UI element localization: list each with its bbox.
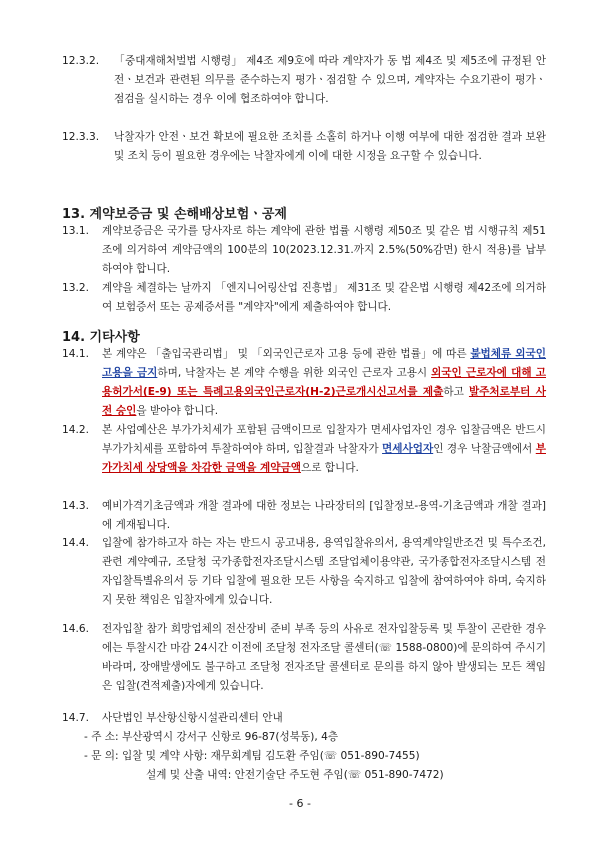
clause-12-3-2: [62, 52, 546, 109]
clause-number: 12.3.2.: [62, 55, 100, 67]
clause-number: 12.3.3.: [62, 131, 100, 143]
clause-text: 전자입찰 참가 희망업체의 전산장비 준비 부족 등의 사유로 전자입찰등록 및 투찰이 곤란한 경우에는 투찰시간 마감 24시간 이전에 조달청 전자조달 콜센터(☏ 1588-0800)에 문의하여 주시기 바라며, 장애발생에도 불구하고 조달청 전자조달 콜센터로 문의를 하지 않아 발생되는 모든 책임은 입찰(견적제출)자에게 있습니다.: [102, 623, 546, 692]
clause-13-2: [62, 279, 546, 317]
emphasis-text: 불법체류 외국인 고용을 금지: [102, 348, 546, 379]
clause-14-3: [62, 497, 546, 535]
clause-14-6: [62, 620, 546, 696]
clause-number: 14.2.: [62, 424, 89, 436]
clause-14-4: [62, 534, 546, 610]
clause-12-3-3: [62, 128, 546, 166]
emphasis-text: 면세사업자: [382, 443, 434, 455]
page-number: - 6 -: [289, 797, 311, 810]
clause-text: 본 사업예산은 부가가치세가 포함된 금액이므로 입찰자가 면세사업자인 경우 입찰금액은 반드시 부가가치세를 포함하여 투찰하여야 하며, 입찰결과 낙찰자가 면세사업자인 경우 낙찰금액에서 부가가치세 상당액을 차감한 금액을 계약금액으로 합니다.: [102, 424, 546, 474]
emphasis-text: 외국인 근로자에 대해 고용허가서(E-9) 또는 특례고용외국인근로자(H-2)근로개시신고서를 제출: [102, 367, 547, 398]
section-heading-13: 13. 계약보증금 및 손해배상보험ㆍ공제: [62, 207, 287, 222]
clause-number: 14.1.: [62, 348, 89, 360]
clause-text: 본 계약은 「출입국관리법」 및 「외국인근로자 고용 등에 관한 법률」에 따른 불법체류 외국인 고용을 금지하며, 낙찰자는 본 계약 수행을 위한 외국인 근로자 고용시 외국인 근로자에 대해 고용허가서(E-9) 또는 특례고용외국인근로자(H-2)근로개시신고서를 제출하고 발주처로부터 사전 승인을 받아야 합니다.: [102, 348, 547, 417]
contact-inquiry: - 문 의: 입찰 및 계약 사항: 재무회계팀 김도환 주임(☏ 051-890-7455): [84, 750, 420, 762]
emphasis-text: 발주처로부터 사전 승인: [102, 386, 546, 417]
contact-inquiry-design: 설계 및 산출 내역: 안전기술단 주도현 주임(☏ 051-890-7472): [146, 769, 444, 781]
clause-number: 13.2.: [62, 282, 89, 294]
clause-text: 낙찰자가 안전ㆍ보건 확보에 필요한 조치를 소홀히 하거나 이행 여부에 대한 점검한 결과 보완 및 조치 등이 필요한 경우에는 낙찰자에게 이에 대한 시정을 요구할 수 있습니다.: [114, 131, 546, 162]
clause-number: 13.1.: [62, 225, 89, 237]
contact-address: - 주 소: 부산광역시 강서구 신항로 96-87(성북동), 4층: [84, 731, 339, 743]
section-heading-14: 14. 기타사항: [62, 330, 140, 345]
clause-text: 입찰에 참가하고자 하는 자는 반드시 공고내용, 용역입찰유의서, 용역계약일반조건 및 특수조건, 관련 계약예규, 조달청 국가종합전자조달시스템 조달업체이용약관, 국가종합전자조달시스템 전자입찰특별유의서 등 기타 입찰에 필요한 모든 사항을 숙지하고 입찰에 참여하여야 하며, 숙지하지 못한 책임은 입찰자에게 있습니다.: [102, 537, 546, 606]
clause-text: 「중대재해처벌법 시행령」 제4조 제9호에 따라 계약자가 동 법 제4조 및 제5조에 규정된 안전ㆍ보건과 관련된 의무를 준수하는지 평가ㆍ점검할 수 있으며, 계약자는 수요기관이 평가ㆍ점검을 실시하는 경우 이에 협조하여야 합니다.: [114, 55, 546, 105]
clause-14-7: [62, 709, 546, 728]
clause-number: 14.3.: [62, 500, 89, 512]
emphasis-text: 부가가치세 상당액을 차감한 금액을 계약금액: [102, 443, 546, 474]
clause-text: 계약을 체결하는 날까지 「엔지니어링산업 진흥법」 제31조 및 같은법 시행령 제42조에 의거하여 보험증서 또는 공제증서를 "계약자"에게 제출하여야 합니다.: [102, 282, 546, 313]
clause-number: 14.6.: [62, 623, 89, 635]
clause-text: 예비가격기초금액과 개찰 결과에 대한 정보는 나라장터의 [입찰정보-용역-기초금액과 개찰 결과]에 게재됩니다.: [102, 500, 546, 531]
clause-number: 14.4.: [62, 537, 89, 549]
clause-text: 사단법인 부산항신항시설관리센터 안내: [102, 712, 283, 724]
clause-14-1: [62, 345, 546, 421]
clause-13-1: [62, 222, 546, 279]
clause-14-2: [62, 421, 546, 478]
clause-text: 계약보증금은 국가를 당사자로 하는 계약에 관한 법률 시행령 제50조 및 같은 법 시행규칙 제51조에 의거하여 계약금액의 100분의 10(2023.12.31.까지 2.5%(50%감면) 한시 적용)를 납부하여야 합니다.: [102, 225, 546, 275]
clause-number: 14.7.: [62, 712, 89, 724]
